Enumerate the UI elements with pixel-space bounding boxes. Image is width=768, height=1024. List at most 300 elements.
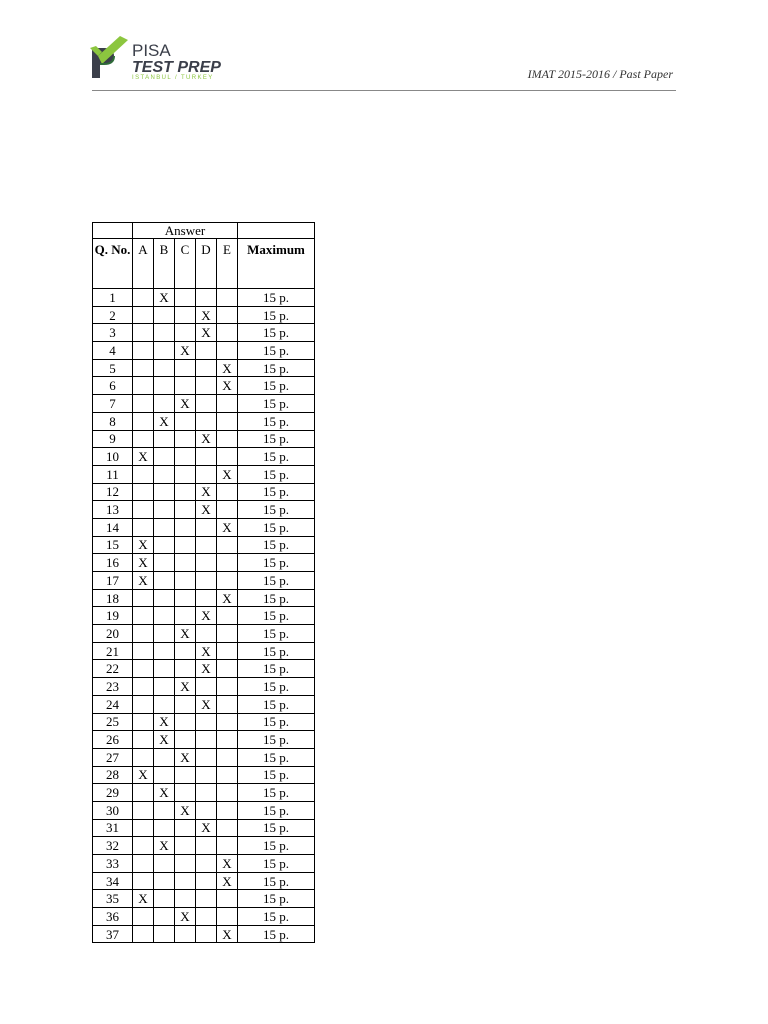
- maximum-points: 15 p.: [238, 430, 315, 448]
- question-number-header: Q. No.: [93, 239, 133, 289]
- table-row: [93, 660, 315, 678]
- table-row: [93, 324, 315, 342]
- maximum-points: 15 p.: [238, 483, 315, 501]
- maximum-points: 15 p.: [238, 748, 315, 766]
- question-number: 9: [93, 430, 133, 448]
- option-d-cell: [196, 589, 217, 607]
- option-d-cell: [196, 359, 217, 377]
- option-c-cell: [175, 660, 196, 678]
- option-c-cell: [175, 713, 196, 731]
- option-d-cell: [196, 855, 217, 873]
- table-row: [93, 536, 315, 554]
- option-b-cell: [154, 483, 175, 501]
- option-b-cell: [154, 642, 175, 660]
- option-c-cell: [175, 412, 196, 430]
- option-d-cell: [196, 518, 217, 536]
- option-b-cell: [154, 908, 175, 926]
- option-c-cell: [175, 324, 196, 342]
- option-e-cell: [217, 819, 238, 837]
- question-number: 33: [93, 855, 133, 873]
- maximum-points: 15 p.: [238, 766, 315, 784]
- maximum-points: 15 p.: [238, 465, 315, 483]
- option-d-cell: [196, 784, 217, 802]
- option-b-cell: [154, 625, 175, 643]
- logo-test-prep: TEST PREP: [132, 59, 221, 76]
- option-d-cell: X: [196, 660, 217, 678]
- maximum-points: 15 p.: [238, 554, 315, 572]
- option-e-cell: X: [217, 872, 238, 890]
- option-c-cell: [175, 359, 196, 377]
- question-number: 32: [93, 837, 133, 855]
- option-d-cell: X: [196, 819, 217, 837]
- option-c-cell: [175, 430, 196, 448]
- question-number: 34: [93, 872, 133, 890]
- question-number: 23: [93, 678, 133, 696]
- answer-rows: [93, 289, 315, 943]
- option-a-cell: [133, 430, 154, 448]
- option-b-cell: [154, 518, 175, 536]
- option-e-cell: [217, 554, 238, 572]
- question-number: 17: [93, 572, 133, 590]
- table-row: [93, 465, 315, 483]
- table-row: [93, 766, 315, 784]
- maximum-points: 15 p.: [238, 501, 315, 519]
- option-a-cell: [133, 342, 154, 360]
- maximum-points: 15 p.: [238, 784, 315, 802]
- question-number: 19: [93, 607, 133, 625]
- option-d-cell: X: [196, 430, 217, 448]
- table-row: [93, 819, 315, 837]
- question-number: 13: [93, 501, 133, 519]
- option-a-cell: [133, 801, 154, 819]
- option-c-cell: [175, 289, 196, 307]
- option-b-cell: [154, 342, 175, 360]
- option-e-cell: [217, 713, 238, 731]
- option-d-cell: [196, 412, 217, 430]
- maximum-points: 15 p.: [238, 536, 315, 554]
- table-row: [93, 784, 315, 802]
- empty-header-cell: [93, 223, 133, 239]
- option-e-cell: [217, 395, 238, 413]
- option-e-cell: [217, 801, 238, 819]
- question-number: 14: [93, 518, 133, 536]
- table-row: [93, 395, 315, 413]
- option-a-cell: [133, 518, 154, 536]
- option-c-cell: [175, 377, 196, 395]
- question-number: 4: [93, 342, 133, 360]
- option-b-cell: [154, 501, 175, 519]
- table-row: [93, 518, 315, 536]
- option-b-cell: [154, 855, 175, 873]
- option-b-cell: X: [154, 784, 175, 802]
- option-e-cell: [217, 642, 238, 660]
- option-b-cell: [154, 572, 175, 590]
- option-a-cell: [133, 289, 154, 307]
- option-d-cell: [196, 748, 217, 766]
- document-title: IMAT 2015-2016 / Past Paper: [527, 67, 673, 81]
- option-c-cell: [175, 925, 196, 943]
- table-row: [93, 908, 315, 926]
- option-a-cell: [133, 695, 154, 713]
- question-number: 3: [93, 324, 133, 342]
- question-number: 5: [93, 359, 133, 377]
- maximum-points: 15 p.: [238, 872, 315, 890]
- table-row: [93, 731, 315, 749]
- option-a-cell: [133, 359, 154, 377]
- table-group-header-row: [93, 223, 315, 239]
- table-row: [93, 501, 315, 519]
- maximum-points: 15 p.: [238, 801, 315, 819]
- option-b-cell: [154, 324, 175, 342]
- table-row: [93, 713, 315, 731]
- table-row: [93, 890, 315, 908]
- maximum-points: 15 p.: [238, 607, 315, 625]
- table-row: [93, 855, 315, 873]
- option-c-cell: [175, 837, 196, 855]
- question-number: 35: [93, 890, 133, 908]
- question-number: 25: [93, 713, 133, 731]
- question-number: 11: [93, 465, 133, 483]
- option-e-cell: [217, 748, 238, 766]
- option-a-cell: [133, 731, 154, 749]
- table-row: [93, 589, 315, 607]
- option-d-cell: [196, 731, 217, 749]
- question-number: 6: [93, 377, 133, 395]
- option-b-cell: [154, 377, 175, 395]
- question-number: 15: [93, 536, 133, 554]
- option-a-cell: [133, 855, 154, 873]
- option-b-cell: [154, 660, 175, 678]
- maximum-points: 15 p.: [238, 819, 315, 837]
- question-number: 16: [93, 554, 133, 572]
- option-c-cell: [175, 448, 196, 466]
- pisa-test-prep-logo: [90, 34, 240, 82]
- option-a-cell: [133, 483, 154, 501]
- question-number: 24: [93, 695, 133, 713]
- option-d-cell: [196, 448, 217, 466]
- option-d-cell: X: [196, 324, 217, 342]
- option-e-cell: [217, 483, 238, 501]
- option-c-cell: [175, 695, 196, 713]
- option-e-cell: [217, 625, 238, 643]
- option-d-cell: X: [196, 501, 217, 519]
- option-a-cell: [133, 925, 154, 943]
- table-row: [93, 483, 315, 501]
- maximum-points: 15 p.: [238, 377, 315, 395]
- option-b-header: B: [154, 239, 175, 289]
- table-row: [93, 554, 315, 572]
- option-e-cell: [217, 766, 238, 784]
- option-d-cell: [196, 554, 217, 572]
- option-d-cell: X: [196, 607, 217, 625]
- question-number: 21: [93, 642, 133, 660]
- option-a-cell: X: [133, 890, 154, 908]
- question-number: 8: [93, 412, 133, 430]
- option-a-cell: [133, 324, 154, 342]
- table-row: [93, 642, 315, 660]
- option-b-cell: [154, 448, 175, 466]
- option-c-cell: [175, 536, 196, 554]
- option-d-cell: [196, 536, 217, 554]
- option-b-cell: [154, 554, 175, 572]
- option-d-cell: X: [196, 306, 217, 324]
- question-number: 26: [93, 731, 133, 749]
- option-e-cell: X: [217, 465, 238, 483]
- option-c-cell: [175, 483, 196, 501]
- option-b-cell: [154, 925, 175, 943]
- option-a-cell: [133, 589, 154, 607]
- maximum-points: 15 p.: [238, 289, 315, 307]
- option-d-cell: X: [196, 483, 217, 501]
- table-row: [93, 306, 315, 324]
- option-d-cell: [196, 572, 217, 590]
- question-number: 7: [93, 395, 133, 413]
- option-a-cell: [133, 819, 154, 837]
- option-d-header: D: [196, 239, 217, 289]
- table-row: [93, 342, 315, 360]
- option-c-cell: X: [175, 342, 196, 360]
- option-e-cell: [217, 695, 238, 713]
- option-a-cell: [133, 713, 154, 731]
- option-a-cell: [133, 377, 154, 395]
- option-a-cell: X: [133, 554, 154, 572]
- option-c-cell: X: [175, 748, 196, 766]
- question-number: 2: [93, 306, 133, 324]
- option-c-cell: X: [175, 395, 196, 413]
- maximum-header: Maximum: [238, 239, 315, 289]
- table-row: [93, 430, 315, 448]
- table-row: [93, 801, 315, 819]
- option-b-cell: X: [154, 731, 175, 749]
- table-row: [93, 607, 315, 625]
- logo-istanbul: ISTANBUL / TURKEY: [132, 75, 214, 81]
- option-d-cell: [196, 872, 217, 890]
- table-row: [93, 572, 315, 590]
- option-c-cell: [175, 501, 196, 519]
- option-e-cell: [217, 324, 238, 342]
- option-d-cell: [196, 766, 217, 784]
- maximum-points: 15 p.: [238, 855, 315, 873]
- option-a-cell: [133, 625, 154, 643]
- maximum-points: 15 p.: [238, 837, 315, 855]
- table-row: [93, 748, 315, 766]
- option-d-cell: [196, 342, 217, 360]
- option-b-cell: X: [154, 289, 175, 307]
- option-d-cell: [196, 801, 217, 819]
- option-e-cell: [217, 572, 238, 590]
- option-b-cell: [154, 607, 175, 625]
- option-d-cell: [196, 925, 217, 943]
- option-a-cell: [133, 748, 154, 766]
- option-b-cell: X: [154, 412, 175, 430]
- option-c-cell: [175, 872, 196, 890]
- option-e-cell: X: [217, 377, 238, 395]
- option-e-cell: X: [217, 925, 238, 943]
- option-b-cell: [154, 890, 175, 908]
- option-a-cell: [133, 642, 154, 660]
- option-e-cell: X: [217, 518, 238, 536]
- question-number: 36: [93, 908, 133, 926]
- maximum-points: 15 p.: [238, 448, 315, 466]
- option-e-cell: [217, 430, 238, 448]
- option-b-cell: X: [154, 713, 175, 731]
- table-row: [93, 678, 315, 696]
- option-b-cell: [154, 872, 175, 890]
- option-c-header: C: [175, 239, 196, 289]
- option-d-cell: X: [196, 642, 217, 660]
- question-number: 27: [93, 748, 133, 766]
- question-number: 20: [93, 625, 133, 643]
- option-c-cell: [175, 306, 196, 324]
- table-row: [93, 837, 315, 855]
- maximum-points: 15 p.: [238, 572, 315, 590]
- option-c-cell: [175, 766, 196, 784]
- option-a-cell: [133, 908, 154, 926]
- table-row: [93, 377, 315, 395]
- option-e-cell: [217, 731, 238, 749]
- option-d-cell: [196, 890, 217, 908]
- option-e-cell: [217, 607, 238, 625]
- option-e-cell: [217, 678, 238, 696]
- question-number: 18: [93, 589, 133, 607]
- option-d-cell: [196, 678, 217, 696]
- question-number: 29: [93, 784, 133, 802]
- maximum-points: 15 p.: [238, 678, 315, 696]
- maximum-points: 15 p.: [238, 642, 315, 660]
- option-c-cell: [175, 589, 196, 607]
- option-a-cell: [133, 412, 154, 430]
- maximum-points: 15 p.: [238, 925, 315, 943]
- option-b-cell: [154, 766, 175, 784]
- option-b-cell: [154, 395, 175, 413]
- option-b-cell: [154, 306, 175, 324]
- option-e-cell: [217, 412, 238, 430]
- option-a-cell: [133, 607, 154, 625]
- answer-group-header: Answer: [133, 223, 238, 239]
- option-b-cell: [154, 359, 175, 377]
- question-number: 10: [93, 448, 133, 466]
- option-a-cell: [133, 660, 154, 678]
- option-c-cell: [175, 784, 196, 802]
- option-b-cell: [154, 678, 175, 696]
- maximum-points: 15 p.: [238, 660, 315, 678]
- option-b-cell: [154, 695, 175, 713]
- option-c-cell: [175, 819, 196, 837]
- option-c-cell: [175, 890, 196, 908]
- maximum-points: 15 p.: [238, 890, 315, 908]
- maximum-points: 15 p.: [238, 695, 315, 713]
- maximum-points: 15 p.: [238, 713, 315, 731]
- option-a-cell: [133, 678, 154, 696]
- option-e-cell: X: [217, 589, 238, 607]
- option-c-cell: X: [175, 908, 196, 926]
- option-a-cell: [133, 465, 154, 483]
- answer-key-table: [92, 222, 315, 943]
- table-row: [93, 412, 315, 430]
- option-b-cell: [154, 465, 175, 483]
- question-number: 12: [93, 483, 133, 501]
- option-a-cell: [133, 872, 154, 890]
- maximum-points: 15 p.: [238, 625, 315, 643]
- maximum-points: 15 p.: [238, 359, 315, 377]
- option-a-cell: [133, 395, 154, 413]
- option-b-cell: [154, 430, 175, 448]
- option-a-cell: [133, 501, 154, 519]
- option-c-cell: [175, 731, 196, 749]
- option-d-cell: [196, 289, 217, 307]
- option-a-cell: X: [133, 572, 154, 590]
- option-c-cell: X: [175, 801, 196, 819]
- option-c-cell: [175, 554, 196, 572]
- question-number: 1: [93, 289, 133, 307]
- option-d-cell: [196, 625, 217, 643]
- maximum-points: 15 p.: [238, 589, 315, 607]
- question-number: 22: [93, 660, 133, 678]
- option-e-cell: X: [217, 855, 238, 873]
- logo-mark-icon: [90, 34, 240, 82]
- option-a-cell: X: [133, 536, 154, 554]
- option-b-cell: [154, 748, 175, 766]
- option-e-cell: [217, 837, 238, 855]
- maximum-points: 15 p.: [238, 908, 315, 926]
- option-e-header: E: [217, 239, 238, 289]
- option-d-cell: [196, 837, 217, 855]
- option-e-cell: [217, 890, 238, 908]
- logo-pisa: PISA: [132, 41, 171, 60]
- option-e-cell: [217, 536, 238, 554]
- option-b-cell: [154, 589, 175, 607]
- option-c-cell: [175, 572, 196, 590]
- maximum-points: 15 p.: [238, 731, 315, 749]
- option-a-cell: X: [133, 766, 154, 784]
- option-e-cell: X: [217, 359, 238, 377]
- question-number: 28: [93, 766, 133, 784]
- option-e-cell: [217, 306, 238, 324]
- option-e-cell: [217, 784, 238, 802]
- table-row: [93, 448, 315, 466]
- option-a-cell: X: [133, 448, 154, 466]
- question-number: 30: [93, 801, 133, 819]
- option-e-cell: [217, 660, 238, 678]
- option-e-cell: [217, 448, 238, 466]
- table-row: [93, 695, 315, 713]
- header-divider: [92, 90, 676, 91]
- option-a-header: A: [133, 239, 154, 289]
- option-b-cell: X: [154, 837, 175, 855]
- option-d-cell: X: [196, 695, 217, 713]
- empty-header-cell: [238, 223, 315, 239]
- maximum-points: 15 p.: [238, 412, 315, 430]
- maximum-points: 15 p.: [238, 518, 315, 536]
- maximum-points: 15 p.: [238, 324, 315, 342]
- maximum-points: 15 p.: [238, 306, 315, 324]
- option-c-cell: X: [175, 678, 196, 696]
- maximum-points: 15 p.: [238, 342, 315, 360]
- option-b-cell: [154, 536, 175, 554]
- table-row: [93, 359, 315, 377]
- option-c-cell: [175, 465, 196, 483]
- option-e-cell: [217, 289, 238, 307]
- maximum-points: 15 p.: [238, 395, 315, 413]
- option-d-cell: [196, 465, 217, 483]
- table-row: [93, 872, 315, 890]
- option-e-cell: [217, 501, 238, 519]
- option-c-cell: [175, 642, 196, 660]
- option-c-cell: [175, 518, 196, 536]
- table-column-header-row: [93, 239, 315, 289]
- option-d-cell: [196, 908, 217, 926]
- option-c-cell: [175, 607, 196, 625]
